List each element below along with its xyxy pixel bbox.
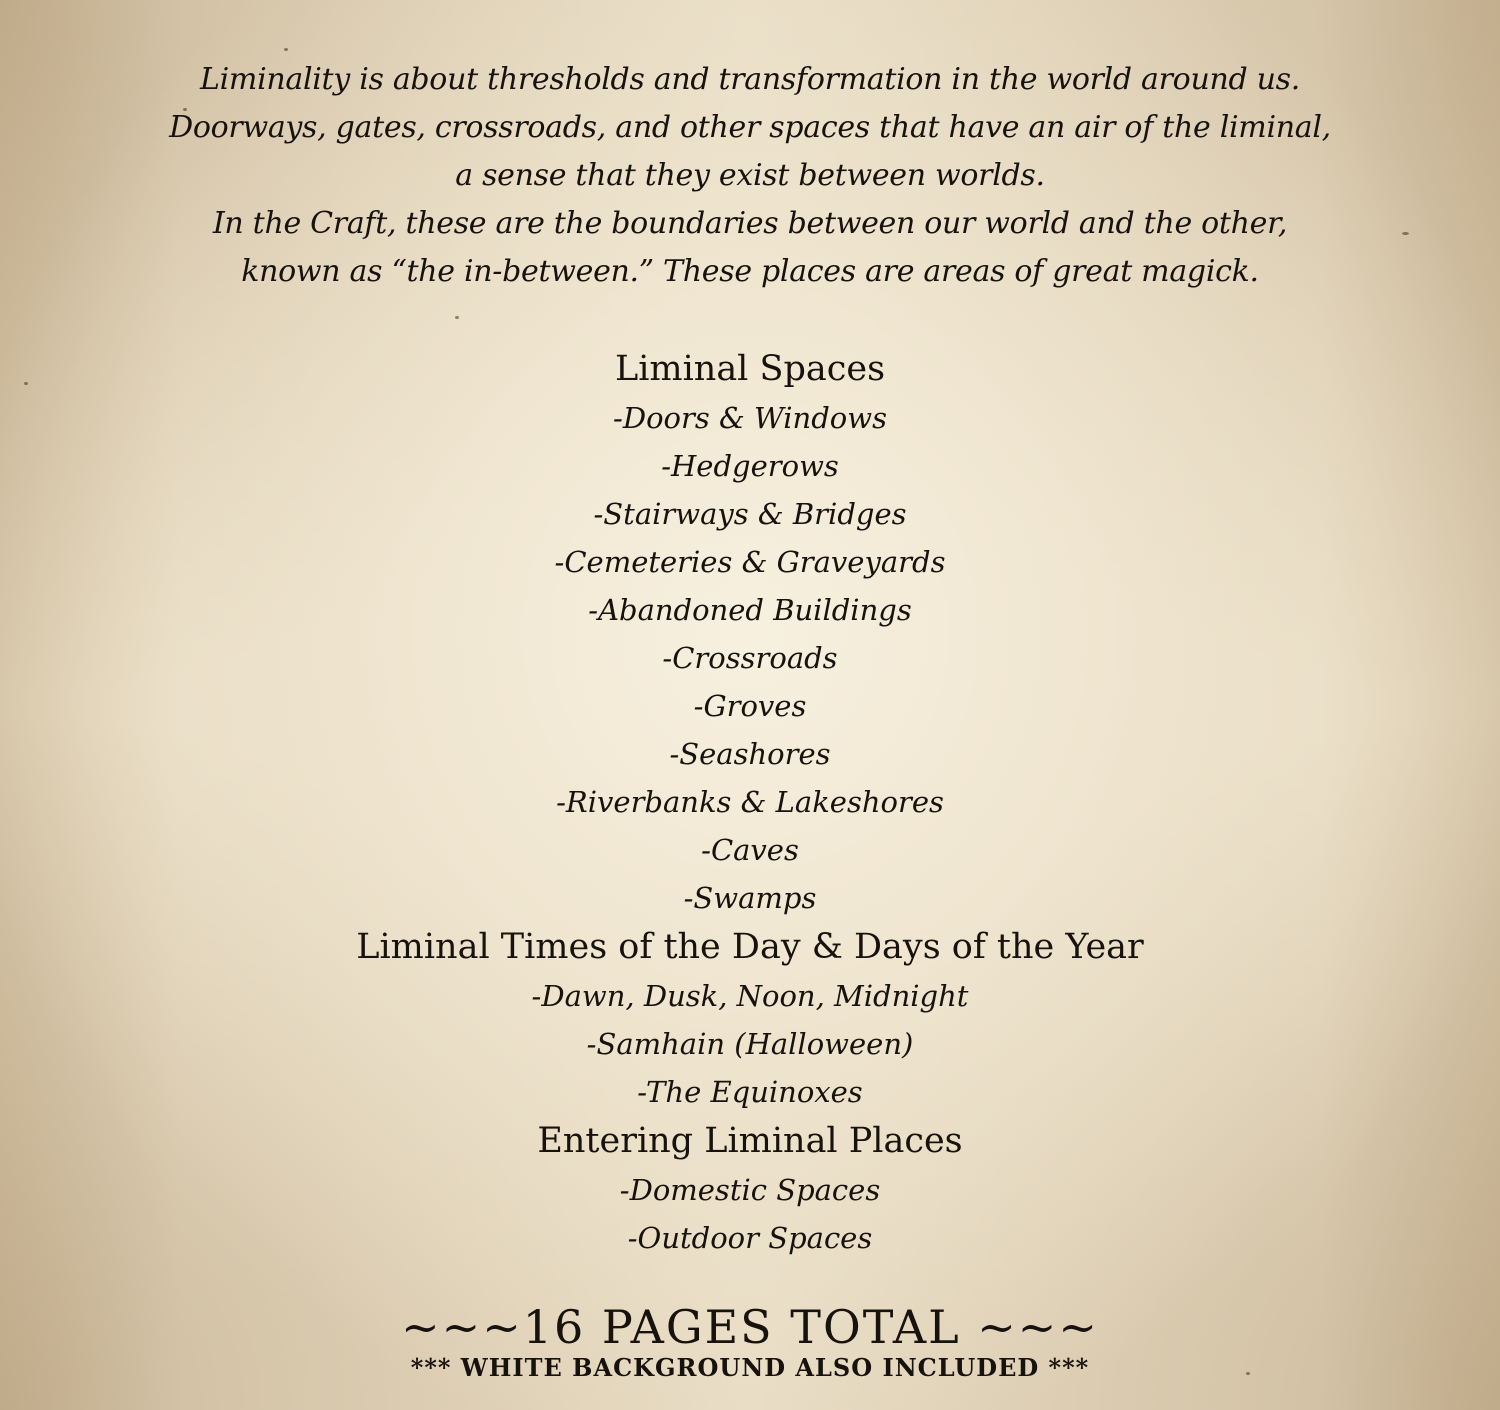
section-heading-liminal-times: Liminal Times of the Day & Days of the Year — [356, 927, 1144, 967]
intro-line: a sense that they exist between worlds. — [455, 158, 1045, 193]
intro-line: In the Craft, these are the boundaries between our world and the other, — [212, 206, 1288, 241]
list-item: -Samhain (Halloween) — [586, 1027, 914, 1061]
contents-list — [0, 344, 1500, 1262]
paper-speck — [284, 48, 288, 51]
intro-line: known as “the in-between.” These places are areas of great magick. — [241, 254, 1259, 289]
list-item: -Caves — [701, 833, 799, 867]
list-item: -Domestic Spaces — [619, 1173, 881, 1207]
background-note: *** WHITE BACKGROUND ALSO INCLUDED *** — [410, 1353, 1090, 1382]
list-item: -Stairways & Bridges — [593, 497, 907, 531]
list-item: -Outdoor Spaces — [627, 1221, 873, 1255]
paper-speck — [455, 316, 459, 319]
intro-paragraph — [0, 56, 1500, 296]
list-item: -Seashores — [669, 737, 831, 771]
list-item: -The Equinoxes — [637, 1075, 863, 1109]
footer — [0, 1296, 1500, 1384]
list-item: -Riverbanks & Lakeshores — [556, 785, 944, 819]
list-item: -Doors & Windows — [613, 401, 887, 435]
intro-line: Liminality is about thresholds and transformation in the world around us. — [200, 62, 1300, 97]
section-heading-entering-liminal-places: Entering Liminal Places — [537, 1121, 963, 1161]
list-item: -Swamps — [683, 881, 817, 915]
list-item: -Dawn, Dusk, Noon, Midnight — [531, 979, 969, 1013]
pages-total-banner: ~~~16 PAGES TOTAL ~~~ — [401, 1300, 1099, 1354]
list-item: -Groves — [693, 689, 807, 723]
list-item: -Hedgerows — [661, 449, 839, 483]
intro-line: Doorways, gates, crossroads, and other spaces that have an air of the liminal, — [169, 110, 1331, 145]
list-item: -Crossroads — [662, 641, 838, 675]
list-item: -Abandoned Buildings — [588, 593, 912, 627]
section-heading-liminal-spaces: Liminal Spaces — [614, 349, 886, 389]
list-item: -Cemeteries & Graveyards — [554, 545, 946, 579]
